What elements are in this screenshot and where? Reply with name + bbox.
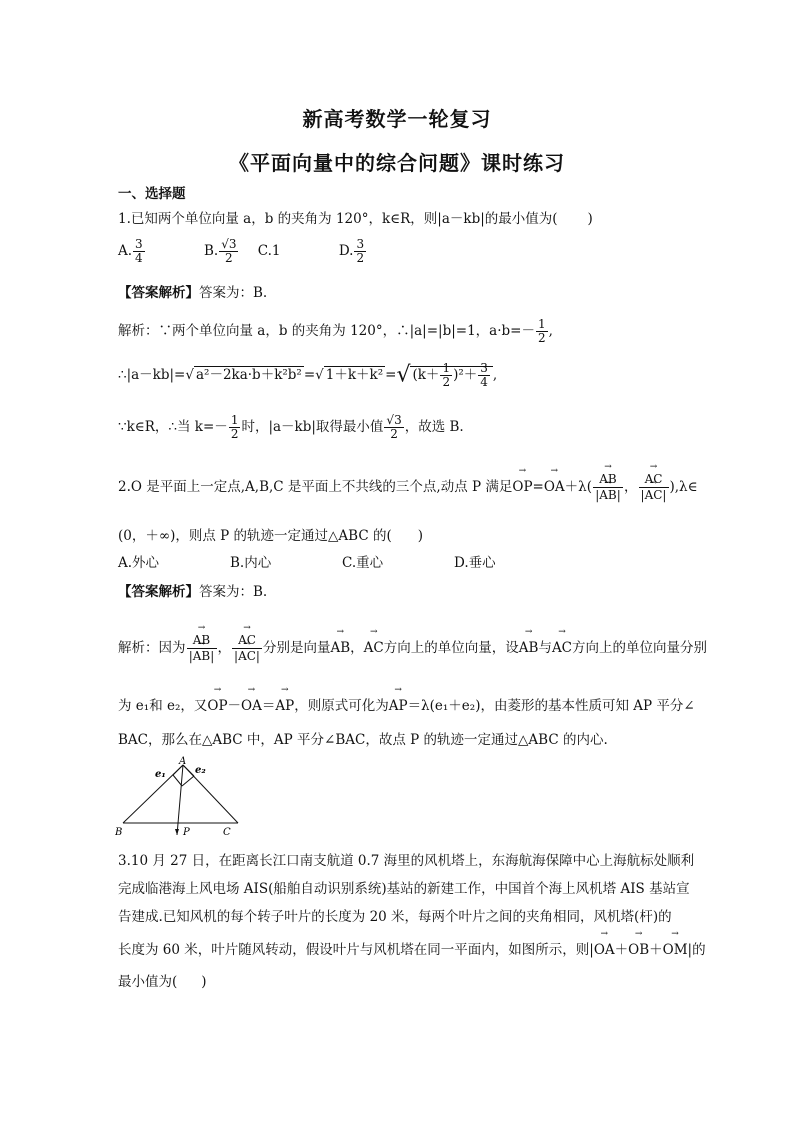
label-p: P <box>183 827 190 837</box>
rhombus-side-1 <box>173 775 182 786</box>
q2-solution-line1: 解析：因为 → AB → |AB| ， → AC → |AC| 分别是向量→ AB，→ AC方向上的单位向量，设→ AB与→ AC方向上的单位向量分别 <box>118 634 707 663</box>
label-e2: e₂ <box>195 765 206 776</box>
q1-stem: 1.已知两个单位向量 a，b 的夹角为 120°，k∈R，则|a－kb|的最小值为( ) <box>118 211 593 227</box>
q2-solution-line3: BAC，那么在△ABC 中，AP 平分∠BAC，故点 P 的轨迹一定通过△ABC 的内心. <box>118 732 608 748</box>
label-c: C <box>223 827 231 837</box>
q1-option-a[interactable]: A. $\frac{3}{4}$ <box>118 237 143 265</box>
q2-option-c[interactable]: C.重心 <box>342 555 384 571</box>
doc-subtitle: 《平面向量中的综合问题》课时练习 <box>229 151 565 175</box>
rhombus-side-2 <box>182 776 194 786</box>
q1-solution-line2: ∴|a－kb|=√ a²－2ka·b＋k²b² =√ 1＋k＋k² =√ (k＋ $\frac{1}{2}$ )²＋ $\frac{3}{4}$ , <box>118 361 498 389</box>
q1-option-b[interactable]: B. $\frac{√3}{2}$ <box>203 237 237 265</box>
section-heading: 一、选择题 <box>118 186 186 202</box>
label-a: A <box>179 756 187 767</box>
q2-answer: 【答案解析】答案为：B. <box>118 584 268 600</box>
q3-line1: 3.10 月 27 日，在距离长江口南支航道 0.7 海里的风机塔上，东海航海保障中心上海航标处顺利 <box>118 853 695 869</box>
q1-answer: 【答案解析】答案为：B. <box>118 285 268 301</box>
q1-options <box>118 238 381 265</box>
q3-line3: 告建成.已知风机的每个转子叶片的长度为 20 米，每两个叶片之间的夹角相同，风机塔(杆)的 <box>118 909 672 925</box>
q1-solution-line1: 解析：∵两个单位向量 a，b 的夹角为 120°，∴|a|=|b|=1，a·b=－ $\frac{1}{2}$ , <box>118 317 553 345</box>
q1-option-d[interactable]: D. $\frac{3}{2}$ <box>338 237 365 265</box>
bisector-arrow-icon <box>175 829 179 835</box>
q2-option-b[interactable]: B.内心 <box>230 555 272 571</box>
label-e1: e₁ <box>155 769 166 780</box>
q2-options <box>118 553 510 573</box>
q1-solution-line3: ∵k∈R，∴当 k=－ $\frac{1}{2}$ 时，|a－kb|取得最小值 $\frac{√3}{2}$ ，故选 B. <box>118 413 464 441</box>
q2-stem-line2: (0，＋∞)，则点 P 的轨迹一定通过△ABC 的( ) <box>118 528 424 544</box>
triangle-figure <box>115 755 245 837</box>
q3-line2: 完成临港海上风电场 AIS(船舶自动识别系统)基站的新建工作，中国首个海上风机塔 AIS 基站宣 <box>118 881 690 897</box>
q3-line4: 长度为 60 米，叶片随风转动，假设叶片与风机塔在同一平面内，如图所示，则|→ OA＋→ OB＋→ OM|的 <box>118 940 706 960</box>
q2-solution-line2: 为 e₁和 e₂，又→ OP－→ OA＝→ AP，则原式可化为→ AP＝λ(e₁＋e₂)，由菱形的基本性质可知 AP 平分∠ <box>118 696 695 716</box>
q1-option-c[interactable]: C.1 <box>257 243 281 259</box>
q2-option-a[interactable]: A.外心 <box>118 555 160 571</box>
doc-title: 新高考数学一轮复习 <box>302 107 492 131</box>
bisector-ap <box>177 765 183 835</box>
q2-stem-line1: 2.O 是平面上一定点,A,B,C 是平面上不共线的三个点,动点 P 满足→ OP=→ OA＋λ( → AB → |AB| ， → AC → |AC| ),λ∈ <box>118 473 698 502</box>
q2-option-d[interactable]: D.垂心 <box>454 555 496 571</box>
label-b: B <box>115 827 123 837</box>
q3-line5: 最小值为( ) <box>118 974 207 990</box>
